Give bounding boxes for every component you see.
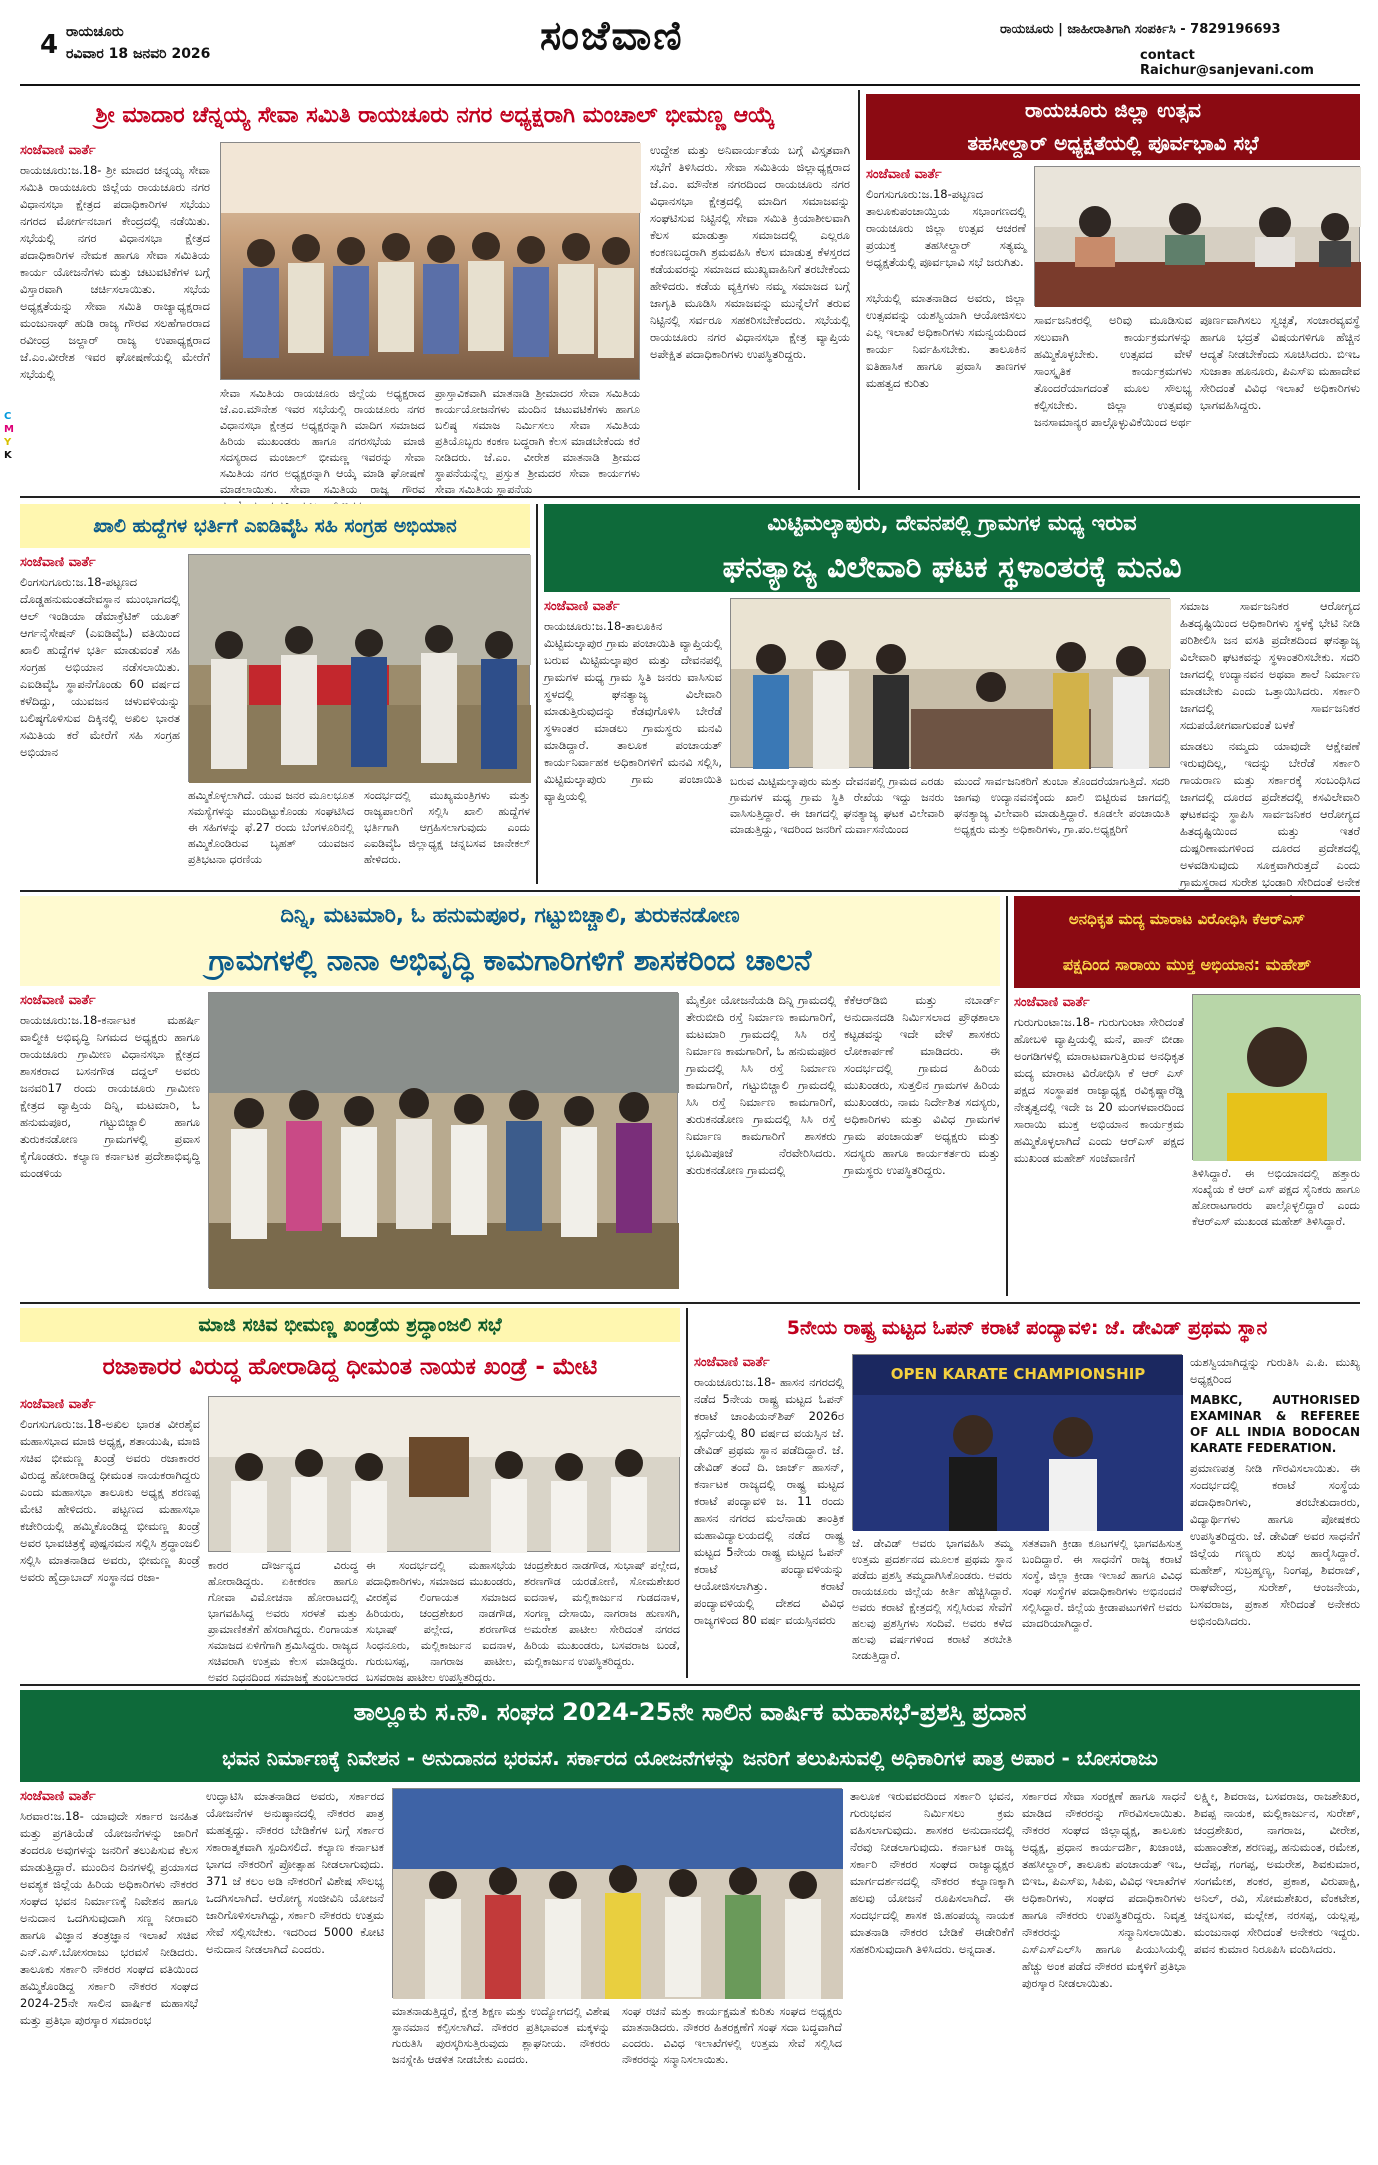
contact-email: contact Raichur@sanjevani.com — [1140, 48, 1314, 78]
article-text-col4: ತಾಲೂಕ ಇರುವವರದಿಂದ ಸರ್ಕಾರಿ ಭವನ, ಗುರುಭವನ ನಿರ್ಮಿಸಲು ಕ್ರಮ ವಹಿಸಲಾಗುವುದು. ಶಾಸಕರ ಅನುದಾನದಲ್ಲಿ ನೆರವು ನೀಡಲಾಗುವುದು. ಕರ್ನಾಟಕ ರಾಜ್ಯ ಸರ್ಕಾರಿ ನೌಕರರ ಸಂಘದ ರಾಜ್ಯಾಧ್ಯಕ್ಷರ ಮಾರ್ಗದರ್ಶನದಲ್ಲಿ ನೌಕರರ ಕಲ್ಯಾಣಕ್ಕಾಗಿ ಹಲವು ಯೋಜನೆ ರೂಪಿಸಲಾಗಿದೆ. ಈ ಸಂದರ್ಭದಲ್ಲಿ ಶಾಸಕ ಜಿ.ಹಂಪಯ್ಯ ನಾಯಕ ಮಾತನಾಡಿ ನೌಕರರ ಬೇಡಿಕೆ ಈಡೇರಿಕೆಗೆ ಸಹಕರಿಸುವುದಾಗಿ ತಿಳಿಸಿದರು. ಅನ್ನದಾತ. — [850, 1789, 1014, 1956]
photo-caption-1: ಕಾರರ ದೌರ್ಜನ್ಯದ ವಿರುದ್ಧ ಹೋರಾಡಿದ್ದರು. ಏಕೀಕರಣ ಹಾಗೂ ಗೋವಾ ವಿಮೋಚನಾ ಹೋರಾಟದಲ್ಲಿ ಭಾಗವಹಿಸಿದ್ದ ಅವರು ಸರಳತೆ ಮತ್ತು ಪ್ರಾಮಾಣಿಕತೆಗೆ ಹೆಸರಾಗಿದ್ದರು. ಲಿಂಗಾಯತ ಸಮಾಜದ ಏಳಿಗೆಗಾಗಿ ಶ್ರಮಿಸಿದ್ದರು. ರಾಜ್ಯದ ಸಚಿವರಾಗಿ ಉತ್ತಮ ಕೆಲಸ ಮಾಡಿದ್ದರು. ಅವರ ನಿಧನದಿಂದ ಸಮಾಜಕ್ಕೆ ತುಂಬಲಾರದ — [208, 1559, 358, 1684]
felicitation-photo-icon — [393, 1789, 843, 1999]
article-dinni — [20, 896, 1000, 1296]
photo-memorandum — [730, 598, 1170, 768]
article-text-col2: ಸಾರ್ವಜನಿಕರಲ್ಲಿ ಅರಿವು ಮೂಡಿಸುವ ಸಲುವಾಗಿ ಕಾರ್ಯಕ್ರಮಗಳನ್ನು ಹಮ್ಮಿಕೊಳ್ಳಬೇಕು. ಉತ್ಸವದ ವೇಳೆ ಸಾಂಸ್ಕೃತಿಕ ಕಾರ್ಯಕ್ರಮಗಳು ತೊಂದರೆಯಾಗದಂತೆ ಮೂಲ ಸೌಲಭ್ಯ ಕಲ್ಪಿಸಬೇಕು. ಜಿಲ್ಲಾ ಉತ್ಸವವು ಜನಸಾಮಾನ್ಯರ ಪಾಲ್ಗೊಳ್ಳುವಿಕೆಯಿಂದ ಅರ್ಥ — [1034, 313, 1192, 429]
divider — [20, 1302, 1360, 1304]
masthead — [20, 8, 1360, 86]
article-mittimalkapura — [544, 504, 1360, 889]
photo-madara-group — [220, 142, 640, 380]
headline-2: ತಹಸೀಲ್ದಾರ್ ಅಧ್ಯಕ್ಷತೆಯಲ್ಲಿ ಪೂರ್ವಭಾವಿ ಸಭೆ — [866, 126, 1360, 160]
headline-2: ರಜಾಕಾರರ ವಿರುದ್ಧ ಹೋರಾಡಿದ್ದ ಧೀಮಂತ ನಾಯಕ ಖಂಡ್ರೆ - ಮೇಟಿ — [102, 1354, 598, 1380]
photo-mahesh — [1192, 994, 1360, 1160]
article-madara — [20, 90, 850, 496]
byline: ಸಂಜೆವಾಣಿ ವಾರ್ತೆ — [20, 555, 96, 570]
headline-1: ಮಿಟ್ಟಿಮಲ್ಕಾಪುರು, ದೇವನಪಲ್ಲಿ ಗ್ರಾಮಗಳ ಮಧ್ಯ ಇರುವ — [544, 504, 1360, 542]
headline: ಶ್ರೀ ಮಾದಾರ ಚೆನ್ನಯ್ಯ ಸೇವಾ ಸಮಿತಿ ರಾಯಚೂರು ನಗರ ಅಧ್ಯಕ್ಷರಾಗಿ ಮಂಚಾಲ್ ಭೀಮಣ್ಣ ಆಯ್ಕೆ — [95, 102, 775, 128]
headline-1: ರಾಯಚೂರು ಜಿಲ್ಲಾ ಉತ್ಸವ — [866, 94, 1360, 126]
byline: ಸಂಜೆವಾಣಿ ವಾರ್ತೆ — [20, 993, 96, 1008]
portrait-icon — [1193, 995, 1361, 1161]
ad-contact: ರಾಯಚೂರು | ಜಾಹೀರಾತಿಗಾಗಿ ಸಂಪರ್ಕಿಸಿ - 7829196693 — [1000, 22, 1281, 37]
headline-1: ದಿನ್ನಿ, ಮಟಮಾರಿ, ಓ ಹನುಮಪೂರ, ಗಟ್ಟುಬಿಚ್ಚಾಲಿ, ತುರುಕನಡೋಣ — [20, 896, 1000, 934]
article-text-col2: ಮೈಕ್ರೋ ಯೋಜನೆಯಡಿ ದಿನ್ನಿ ಗ್ರಾಮದಲ್ಲಿ ತೇರುಬೀದಿ ರಸ್ತೆ ನಿರ್ಮಾಣ ಕಾಮಗಾರಿಗೆ, ಮಟಮಾರಿ ಗ್ರಾಮದಲ್ಲಿ ಸಿಸಿ ರಸ್ತೆ ನಿರ್ಮಾಣ ಕಾಮಗಾರಿಗೆ, ಓ ಹನುಮಪೂರ ಗ್ರಾಮದಲ್ಲಿ ಸಿಸಿ ರಸ್ತೆ ನಿರ್ಮಾಣ ಕಾಮಗಾರಿಗೆ, ಗಟ್ಟುಬಿಚ್ಚಾಲಿ ಗ್ರಾಮದಲ್ಲಿ ಸಿಸಿ ರಸ್ತೆ ನಿರ್ಮಾಣ ಕಾಮಗಾರಿಗೆ, ತುರುಕನಡೋಣ ಗ್ರಾಮದಲ್ಲಿ ಸಿಸಿ ರಸ್ತೆ ನಿರ್ಮಾಣ ಕಾಮಗಾರಿಗೆ ಶಾಸಕರು ಭೂಮಿಪೂಜೆ ನೆರವೇರಿಸಿದರು. ತುರುಕನಡೋಣ ಗ್ರಾಮದಲ್ಲಿ — [686, 993, 836, 1177]
photo-felicitation — [392, 1788, 842, 1998]
divider — [1006, 896, 1008, 1296]
lead-text: ಸಂಜೆವಾಣಿ ವಾರ್ತೆ ಲಿಂಗಸುಗೂರು:ಜ.18-ಪಟ್ಟಣದ ತಾಲೂಕುಪಂಚಾಯ್ತಿಯ ಸಭಾಂಗಣದಲ್ಲಿ ರಾಯಚೂರು ಜಿಲ್ಲಾ ಉತ್ಸವ ಆಚರಣೆ ಪ್ರಯುಕ್ತ ತಹಸೀಲ್ದಾರ್ ಸತ್ಯಮ್ಮ ಅಧ್ಯಕ್ಷತೆಯಲ್ಲಿ ಪೂರ್ವಭಾವಿ ಸಭೆ ಜರುಗಿತು. — [866, 167, 1026, 269]
headline-2: ಭವನ ನಿರ್ಮಾಣಕ್ಕೆ ನಿವೇಶನ - ಅನುದಾನದ ಭರವಸೆ. ಸರ್ಕಾರದ ಯೋಜನೆಗಳನ್ನು ಜನರಿಗೆ ತಲುಪಿಸುವಲ್ಲಿ ಅಧಿಕಾರಿಗಳ ಪಾತ್ರ ಅಪಾರ - ಬೋಸರಾಜು — [20, 1734, 1360, 1782]
article-khandre — [20, 1308, 680, 1684]
article-text-col4: ಸಮಾಜ ಸಾರ್ವಜನಿಕರ ಆರೋಗ್ಯದ ಹಿತದೃಷ್ಟಿಯಿಂದ ಅಧಿಕಾರಿಗಳು ಸ್ಥಳಕ್ಕೆ ಭೇಟಿ ನೀಡಿ ಪರಿಶೀಲಿಸಿ ಜನ ವಸತಿ ಪ್ರದೇಶದಿಂದ ಘನತ್ಯಾಜ್ಯ ವಿಲೇವಾರಿ ಘಟಕವನ್ನು ಸ್ಥಳಾಂತರಿಸಬೇಕು. ಸದರಿ ಜಾಗದಲ್ಲಿ ಉದ್ಯಾನವನ ಅಥವಾ ಶಾಲೆ ನಿರ್ಮಾಣ ಮಾಡಬೇಕು ಎಂದು ಒತ್ತಾಯಿಸಿದರು. ಸರ್ಕಾರಿ ಜಾಗದಲ್ಲಿ ಸಾರ್ವಜನಿಕರ ಸದುಪಯೋಗವಾಗುವಂತೆ ಬಳಕೆ ಮಾಡಲು ನಮ್ಮದು ಯಾವುದೇ ಆಕ್ಷೇಪಣೆ ಇರುವುದಿಲ್ಲ, ಇದನ್ನು ಬೇರೆಡೆ ಸರ್ಕಾರಿ ಗಾಯರಾಣ ಮತ್ತು ಸರ್ಕಾರಕ್ಕೆ ಸಂಬಂಧಿಸಿದ ಜಾಗದಲ್ಲಿ ದೂರದ ಪ್ರದೇಶದಲ್ಲಿ ಕಸವಿಲೇವಾರಿ ಘಟಕವನ್ನು ಸ್ಥಾಪಿಸಿ ಸಾರ್ವಜನಿಕರ ಆರೋಗ್ಯದ ಹಿತದೃಷ್ಟಿಯಿಂದ ಮತ್ತು ಇತರೆ ದುಷ್ಪರಿಣಾಮಗಳಿಂದ ದೂರದ ಪ್ರದೇಶದಲ್ಲಿ ಅಳವಡಿಸುವುದು ಸೂಕ್ತವಾಗಿರುತ್ತದೆ ಎಂದು ಗ್ರಾಮಸ್ಥರಾದ ಸುರೇಶ ಭಂಡಾರಿ ಸೇರಿದಂತೆ ಅನೇಕ — [1180, 599, 1360, 889]
article-krs — [1014, 896, 1360, 1296]
byline: ಸಂಜೆವಾಣಿ ವಾರ್ತೆ — [20, 1397, 96, 1412]
photo-caption-3: ಚಂದ್ರಶೇಖರ ನಾಡಗೌಡ, ಸುಭಾಷ್ ಪಲ್ಲೇದ, ಶರಣಗೌಡ ಯರಡೋಣಿ, ಸೋಮಶೇಖರ ಐದನಾಳ, ಮಲ್ಲಿಕಾರ್ಜುನ ಗುಡದನಾಳ, ಸಂಗಣ್ಣ ದೇಸಾಯಿ, ನಾಗರಾಜ ಹುಣಸಗಿ, ಅಮರೇಶ ಪಾಟೀಲ ಸೇರಿದಂತೆ ನಗರದ ಹಿರಿಯ ಮುಖಂಡರು, ಬಸವರಾಜ ಬಂಡೆ, ಮಲ್ಲಿಕಾರ್ಜುನ ಉಪಸ್ಥಿತರಿದ್ದರು. — [524, 1559, 680, 1668]
divider — [20, 496, 1360, 498]
byline: ಸಂಜೆವಾಣಿ ವಾರ್ತೆ — [866, 167, 942, 182]
article-text-col1: ಸಂಜೆವಾಣಿ ವಾರ್ತೆ ರಾಯಚೂರು:ಜ.18-ಕರ್ನಾಟಕ ಮಹರ್ಷಿ ವಾಲ್ಮೀಕಿ ಅಭಿವೃದ್ಧಿ ನಿಗಮದ ಅಧ್ಯಕ್ಷರು ಹಾಗೂ ರಾಯಚೂರು ಗ್ರಾಮೀಣ ವಿಧಾನಸಭಾ ಕ್ಷೇತ್ರದ ಶಾಸಕರಾದ ಬಸನಗೌಡ ದದ್ದಲ್ ಅವರು ಜನವರಿ17 ರಂದು ರಾಯಚೂರು ಗ್ರಾಮೀಣ ಕ್ಷೇತ್ರದ ವ್ಯಾಪ್ತಿಯ ದಿನ್ನಿ, ಮಟಮಾರಿ, ಓ ಹನುಮಪೂರ, ಗಟ್ಟುಬಿಚ್ಚಾಲಿ ಹಾಗೂ ತುರುಕನಡೋಣ ಗ್ರಾಮಗಳಲ್ಲಿ ಪ್ರವಾಸ ಕೈಗೊಂಡರು. ಕಲ್ಯಾಣ ಕರ್ನಾಟಕ ಪ್ರದೇಶಾಭಿವೃದ್ಧಿ ಮಂಡಳಿಯ — [20, 993, 200, 1180]
headline-1: ಅನಧಿಕೃತ ಮದ್ಯ ಮಾರಾಟ ವಿರೋಧಿಸಿ ಕೆಆರ್‌ಎಸ್ — [1014, 896, 1360, 942]
photo-banner-text: OPEN KARATE CHAMPIONSHIP — [890, 1365, 1146, 1383]
byline: ಸಂಜೆವಾಣಿ ವಾರ್ತೆ — [544, 599, 620, 614]
article-karate — [694, 1308, 1360, 1678]
photo-caption-2: ಸತತವಾಗಿ ಕ್ರೀಡಾ ಕೂಟಗಳಲ್ಲಿ ಭಾಗವಹಿಸುತ್ತ ಬಂದಿದ್ದಾರೆ. ಈ ಸಾಧನೆಗೆ ರಾಜ್ಯ ಕರಾಟೆ ಸಂಸ್ಥೆ, ಜಿಲ್ಲಾ ಕ್ರೀಡಾ ಇಲಾಖೆ ಹಾಗೂ ವಿವಿಧ ಸಂಘ ಸಂಸ್ಥೆಗಳ ಪದಾಧಿಕಾರಿಗಳು ಅಭಿನಂದನೆ ಸಲ್ಲಿಸಿದ್ದಾರೆ. ಜಿಲ್ಲೆಯ ಕ್ರೀಡಾಪಟುಗಳಿಗೆ ಅವರು ಮಾದರಿಯಾಗಿದ್ದಾರೆ. — [1022, 1537, 1182, 1630]
photo-bhoomi-pooja — [208, 992, 678, 1288]
photo-signature-campaign — [188, 554, 530, 782]
edition-date: ರವಿವಾರ 18 ಜನವರಿ 2026 — [66, 46, 211, 62]
divider — [686, 1308, 688, 1678]
certification-text: MABKC, AUTHORISED EXAMINAR & REFEREE OF ALL INDIA BODOCAN KARATE FEDERATION. — [1190, 1393, 1360, 1455]
photo-caption-2: ಸಂಘ ರಚನೆ ಮತ್ತು ಕಾರ್ಯಕ್ಷಮತೆ ಕುರಿತು ಸಂಘದ ಅಧ್ಯಕ್ಷರು ಮಾತನಾಡಿದರು. ನೌಕರರ ಹಿತರಕ್ಷಣೆಗೆ ಸಂಘ ಸದಾ ಬದ್ಧವಾಗಿದೆ ಎಂದರು. ವಿವಿಧ ಇಲಾಖೆಗಳಲ್ಲಿ ಉತ್ತಮ ಸೇವೆ ಸಲ್ಲಿಸಿದ ನೌಕರರನ್ನು ಸನ್ಮಾನಿಸಲಾಯಿತು. — [622, 2005, 842, 2066]
section-name: ರಾಯಚೂರು — [66, 24, 124, 40]
photo-karate-award — [852, 1354, 1182, 1530]
article-text-col3: ಸಮಾಜ ಸಾರ್ವಜನಿಕರ ಆರೋಗ್ಯದ ಹಿತದೃಷ್ಟಿಯಿಂದ ಅಧಿಕಾರಿಗಳು ಸ್ಥಳಕ್ಕೆ ಭೇಟಿ ನೀಡಿ ಪರಿಶೀಲಿಸಿ ಜನ ವಸತಿ ಪ್ರದೇಶದಿಂದ ಘನತ್ಯಾಜ್ಯ ವಿಲೇವಾರಿ ಘಟಕವನ್ನು ಸ್ಥಳಾಂತರಿಸಬೇಕು. ಸದರಿ ಜಾಗದಲ್ಲಿ ಉದ್ಯಾನವನ ಅಥವಾ ಶಾಲೆ ನಿರ್ಮಾಣ ಮಾಡಬೇಕು ಎಂದು ಒತ್ತಾಯಿಸಿದರು. ಸರ್ಕಾರಿ ಜಾಗದಲ್ಲಿ ಸಾರ್ವಜನಿಕರ ಸದುಪಯೋಗವಾಗುವಂತೆ ಬಳಕೆ — [1180, 599, 1360, 732]
article-employees-association — [20, 1690, 1360, 2150]
divider — [20, 1684, 1360, 1686]
headline-2: ಗ್ರಾಮಗಳಲ್ಲಿ ನಾನಾ ಅಭಿವೃದ್ಧಿ ಕಾಮಗಾರಿಗಳಿಗೆ ಶಾಸಕರಿಂದ ಚಾಲನೆ — [20, 934, 1000, 986]
article-text-col1: ಸಂಜೆವಾಣಿ ವಾರ್ತೆ ರಾಯಚೂರು:ಜ.18- ಹಾಸನ ನಗರದಲ್ಲಿ ನಡೆದ 5ನೇಯ ರಾಷ್ಟ್ರ ಮಟ್ಟದ ಓಪನ್ ಕರಾಟೆ ಚಾಂಪಿಯನ್‌ಶಿಪ್ 2026ರ ಸ್ಪರ್ಧೆಯಲ್ಲಿ 80 ವರ್ಷದ ವಯಸ್ಸಿನ ಜೆ. ಡೇವಿಡ್ ಪ್ರಥಮ ಸ್ಥಾನ ಪಡೆದಿದ್ದಾರೆ. ಜೆ. ಡೇವಿಡ್ ತಂದೆ ದಿ. ಜಾರ್ಜ್ ಹಾಸನ್, ಕರ್ನಾಟಕ ರಾಜ್ಯದಲ್ಲಿ ರಾಷ್ಟ್ರ ಮಟ್ಟದ ಕರಾಟೆ ಪಂದ್ಯಾವಳಿ ಜ. 11 ರಂದು ಹಾಸನ ನಗರದ ಮಲೆನಾಡು ತಾಂತ್ರಿಕ ಮಹಾವಿದ್ಯಾಲಯದಲ್ಲಿ ನಡೆದ ರಾಷ್ಟ್ರ ಮಟ್ಟದ 5ನೇಯ ರಾಷ್ಟ್ರ ಮಟ್ಟದ ಓಪನ್ ಕರಾಟೆ ಪಂದ್ಯಾವಳಿಯನ್ನು ಆಯೋಜಿಸಲಾಗಿತ್ತು. ಕರಾಟೆ ಪಂದ್ಯಾವಳಿಯಲ್ಲಿ ದೇಶದ ವಿವಿಧ ರಾಜ್ಯಗಳಿಂದ 80 ವರ್ಷ ವಯಸ್ಸಿನವರು — [694, 1355, 844, 1627]
headline: 5ನೇಯ ರಾಷ್ಟ್ರ ಮಟ್ಟದ ಓಪನ್ ಕರಾಟೆ ಪಂದ್ಯಾವಳಿ: ಜೆ. ಡೇವಿಡ್ ಪ್ರಥಮ ಸ್ಥಾನ — [786, 1317, 1268, 1339]
headline-1: ಮಾಜಿ ಸಚಿವ ಭೀಮಣ್ಣ ಖಂಡ್ರೆಯ ಶ್ರದ್ಧಾಂಜಲಿ ಸಭೆ — [20, 1308, 680, 1342]
divider — [858, 90, 860, 490]
headline-2: ಘನತ್ಯಾಜ್ಯ ವಿಲೇವಾರಿ ಘಟಕ ಸ್ಥಳಾಂತರಕ್ಕೆ ಮನವಿ — [544, 542, 1360, 592]
photo-caption-1: ಸೇವಾ ಸಮಿತಿಯ ರಾಯಚೂರು ಜಿಲ್ಲೆಯ ಅಧ್ಯಕ್ಷರಾದ ಜೆ.ಎಂ.ಮೌನೇಶ ಇವರ ಸಭೆಯಲ್ಲಿ ರಾಯಚೂರು ನಗರ ವಿಧಾನಸಭಾ ಕ್ಷೇತ್ರದ ಅಧ್ಯಕ್ಷರನ್ನಾಗಿ ಮಾದಿಗ ಸಮಾಜದ ಹಿರಿಯ ಮುಖಂಡರು ಹಾಗೂ ನಗರಸಭೆಯ ಮಾಜಿ ಸದಸ್ಯರಾದ ಮಂಚಾಲ್ ಭೀಮಣ್ಣ ಇವರನ್ನು ಸೇವಾ ಸಮಿತಿಯ ನಗರ ಅಧ್ಯಕ್ಷರನ್ನಾಗಿ ಆಯ್ಕೆ ಮಾಡಿ ಘೋಷಣೆ ಮಾಡಲಾಯಿತು. ಸೇವಾ ಸಮಿತಿಯ ರಾಜ್ಯ ಗೌರವ — [220, 387, 425, 496]
divider — [536, 504, 538, 884]
photo-caption-2: ಈ ಸಂದರ್ಭದಲ್ಲಿ ಮಹಾಸಭೆಯ ಪದಾಧಿಕಾರಿಗಳು, ಸಮಾಜದ ಮುಖಂಡರು, ವೀರಶೈವ ಲಿಂಗಾಯತ ಸಮಾಜದ ಹಿರಿಯರು, ಚಂದ್ರಶೇಖರ ನಾಡಗೌಡ, ಸುಭಾಷ್ ಪಲ್ಲೇದ, ಶರಣಗೌಡ ಸಿಂಧನೂರು, ಮಲ್ಲಿಕಾರ್ಜುನ ಐದನಾಳ, ಗುರುಬಸಪ್ಪ, ನಾಗರಾಜ ಪಾಟೀಲ, ಬಸವರಾಜ ಪಾಟೀಲ ಉಪಸ್ಥಿತರಿದ್ದರು. — [366, 1559, 516, 1684]
meeting-photo-icon — [1035, 167, 1361, 307]
bhoomi-pooja-photo-icon — [209, 993, 679, 1289]
article-text-col1: ಸಂಜೆವಾಣಿ ವಾರ್ತೆ ಸಿರವಾರ:ಜ.18- ಯಾವುದೇ ಸರ್ಕಾರ ಜನಹಿತ ಮತ್ತು ಪ್ರಗತಿಯೆಡೆ ಯೋಜನೆಗಳನ್ನು ಜಾರಿಗೆ ತಂದರೂ ಅವುಗಳನ್ನು ಜನರಿಗೆ ತಲುಪಿಸುವ ಕೆಲಸ ಮಾಡುತ್ತಿದ್ದಾರೆ. ಮುಂದಿನ ದಿನಗಳಲ್ಲಿ ಪ್ರಯಾಸದ ಅವಶ್ಯಕ ಜಿಲ್ಲೆಯ ಹಿರಿಯ ಅಧಿಕಾರಿಗಳು ನೌಕರರ ಸಂಘದ ಭವನ ನಿರ್ಮಾಣಕ್ಕೆ ನಿವೇಶನ ಹಾಗೂ ಅನುದಾನ ಒದಗಿಸುವುದಾಗಿ ಸಣ್ಣ ನೀರಾವರಿ ಹಾಗೂ ವಿಜ್ಞಾನ ತಂತ್ರಜ್ಞಾನ ಇಲಾಖೆ ಸಚಿವ ಎನ್.ಎಸ್.ಬೋಸರಾಜು ಭರವಸೆ ನೀಡಿದರು. ತಾಲೂಕು ಸರ್ಕಾರಿ ನೌಕರರ ಸಂಘದ ವತಿಯಿಂದ ಹಮ್ಮಿಕೊಂಡಿದ್ದ ಸರ್ಕಾರಿ ನೌಕರರ ಸಂಘದ 2024-25ನೇ ಸಾಲಿನ ವಾರ್ಷಿಕ ಮಹಾಸಭೆ ಮತ್ತು ಪ್ರತಿಭಾ ಪುರಸ್ಕಾರ ಸಮಾರಂಭ — [20, 1789, 198, 2027]
photo-caption: ತಿಳಿಸಿದ್ದಾರೆ. ಈ ಅಭಿಯಾನದಲ್ಲಿ ಹತ್ತಾರು ಸಂಖ್ಯೆಯ ಕೆ ಆರ್ ಎಸ್ ಪಕ್ಷದ ಸೈನಿಕರು ಹಾಗೂ ಹೋರಾಟಗಾರರು ಪಾಲ್ಗೊಳ್ಳಲಿದ್ದಾರೆ ಎಂದು ಕೆಆರ್‌ಎಸ್ ಮುಖಂಡ ಮಹೇಶ್ ತಿಳಿಸಿದ್ದಾರೆ. — [1192, 1167, 1360, 1228]
tribute-photo-icon — [209, 1397, 681, 1553]
article-text-col2: ಉದ್ಘಾಟಿಸಿ ಮಾತನಾಡಿದ ಅವರು, ಸರ್ಕಾರದ ಯೋಜನೆಗಳ ಅನುಷ್ಠಾನದಲ್ಲಿ ನೌಕರರ ಪಾತ್ರ ಮಹತ್ವದ್ದು. ನೌಕರರ ಬೇಡಿಕೆಗಳ ಬಗ್ಗೆ ಸರ್ಕಾರ ಸಕಾರಾತ್ಮಕವಾಗಿ ಸ್ಪಂದಿಸಲಿದೆ. ಕಲ್ಯಾಣ ಕರ್ನಾಟಕ ಭಾಗದ ನೌಕರರಿಗೆ ಪ್ರೋತ್ಸಾಹ ನೀಡಲಾಗುವುದು. 371 ಜೆ ಕಲಂ ಅಡಿ ನೌಕರರಿಗೆ ವಿಶೇಷ ಸೌಲಭ್ಯ ಒದಗಿಸಲಾಗಿದೆ. ಆರೋಗ್ಯ ಸಂಜೀವಿನಿ ಯೋಜನೆ ಜಾರಿಗೊಳಿಸಲಾಗಿದ್ದು, ಸರ್ಕಾರಿ ನೌಕರರು ಉತ್ತಮ ಸೇವೆ ಸಲ್ಲಿಸಬೇಕು. ಇದರಿಂದ 5000 ಕೋಟಿ ಅನುದಾನ ನೀಡಲಾಗಿದೆ ಎಂದರು. — [206, 1789, 384, 1956]
article-text-col3: ಪೂರ್ಣವಾಗಿಸಲು ಸ್ವಚ್ಛತೆ, ಸಂಚಾರವ್ಯವಸ್ಥೆ ಹಾಗೂ ಭದ್ರತೆ ವಿಷಯಗಳಿಗೂ ಹೆಚ್ಚಿನ ಆದ್ಯತೆ ನೀಡಬೇಕೆಂದು ಸೂಚಿಸಿದರು. ಬಿಇಒ ಸುಜಾತಾ ಹೂನೂರು, ಪಿಎಸ್ಐ ಮಹಾದೇವ ಸೇರಿದಂತೆ ವಿವಿಧ ಇಲಾಖೆ ಅಧಿಕಾರಿಗಳು ಭಾಗವಹಿಸಿದ್ದರು. — [1200, 313, 1360, 412]
photo-caption-1: ಜೆ. ಡೇವಿಡ್ ಅವರು ಭಾಗವಹಿಸಿ ತಮ್ಮ ಉತ್ತಮ ಪ್ರದರ್ಶನದ ಮೂಲಕ ಪ್ರಥಮ ಸ್ಥಾನ ಪಡೆದು ಪ್ರಶಸ್ತಿ ತಮ್ಮದಾಗಿಸಿಕೊಂಡರು. ಅವರು ರಾಯಚೂರು ಜಿಲ್ಲೆಯ ಕೀರ್ತಿ ಹೆಚ್ಚಿಸಿದ್ದಾರೆ. ಅವರು ಕರಾಟೆ ಕ್ಷೇತ್ರದಲ್ಲಿ ಸಲ್ಲಿಸಿರುವ ಸೇವೆಗೆ ಹಲವು ಪ್ರಶಸ್ತಿಗಳು ಸಂದಿವೆ. ಅವರು ಕಳೆದ ಹಲವು ವರ್ಷಗಳಿಂದ ಕರಾಟೆ ತರಬೇತಿ ನೀಡುತ್ತಿದ್ದಾರೆ. — [852, 1537, 1012, 1662]
photo-caption-1: ಹಮ್ಮಿಕೊಳ್ಳಲಾಗಿದೆ. ಯುವ ಜನರ ಮೂಲಭೂತ ಸಮಸ್ಯೆಗಳನ್ನು ಮುಂದಿಟ್ಟುಕೊಂಡು ಸಂಘಟಿಸಿದ ಈ ಸಹಿಗಳನ್ನು ಫೆ.27 ರಂದು ಬೆಂಗಳೂರಿನಲ್ಲಿ ಹಮ್ಮಿಕೊಂಡಿರುವ ಬೃಹತ್ ಯುವಜನ ಪ್ರತಿಭಟನಾ ಧರಣಿಯ — [188, 789, 354, 866]
article-utsava — [866, 90, 1360, 490]
article-text-col3: ಕೆಕೆಆರ್‌ಡಿಬಿ ಮತ್ತು ನಬಾರ್ಡ್ ಅನುದಾನದಡಿ ನಿರ್ಮಿಸಲಾದ ಪ್ರೌಢಶಾಲಾ ಕಟ್ಟಡವನ್ನು ಇದೇ ವೇಳೆ ಶಾಸಕರು ಲೋಕಾರ್ಪಣೆ ಮಾಡಿದರು. ಈ ಸಂದರ್ಭದಲ್ಲಿ ಗ್ರಾಮದ ಹಿರಿಯ ಮುಖಂಡರು, ಸುತ್ತಲಿನ ಗ್ರಾಮಗಳ ಹಿರಿಯ ಮುಖಂಡರು, ನಾಮ ನಿರ್ದೇಶಿತ ಸದಸ್ಯರು, ಅಧಿಕಾರಿಗಳು ಮತ್ತು ವಿವಿಧ ಗ್ರಾಮಗಳ ಗ್ರಾಮ ಪಂಚಾಯತ್ ಅಧ್ಯಕ್ಷರು ಮತ್ತು ಸದಸ್ಯರು ಹಾಗೂ ಕಾರ್ಯಕರ್ತರು ಮತ್ತು ಗ್ರಾಮಸ್ಥರು ಉಪಸ್ಥಿತರಿದ್ದರು. — [844, 993, 1000, 1177]
article-text-col4: ಯಶಸ್ವಿಯಾಗಿದ್ದನ್ನು ಗುರುತಿಸಿ ಎ.ಪಿ. ಮುಖ್ಯ ಅಧ್ಯಕ್ಷರಿಂದ MABKC, AUTHORISED EXAMINAR & REFEREE OF ALL INDIA BODOCAN KARATE FEDERATION. ಪ್ರಮಾಣಪತ್ರ ನೀಡಿ ಗೌರವಿಸಲಾಯಿತು. ಈ ಸಂದರ್ಭದಲ್ಲಿ ಕರಾಟೆ ಸಂಸ್ಥೆಯ ಪದಾಧಿಕಾರಿಗಳು, ತರಬೇತುದಾರರು, ವಿದ್ಯಾರ್ಥಿಗಳು ಹಾಗೂ ಪೋಷಕರು ಉಪಸ್ಥಿತರಿದ್ದರು. ಜೆ. ಡೇವಿಡ್ ಅವರ ಸಾಧನೆಗೆ ಜಿಲ್ಲೆಯ ಗಣ್ಯರು ಶುಭ ಹಾರೈಸಿದ್ದಾರೆ. ಮಹೇಶ್, ಸುಬ್ರಹ್ಮಣ್ಯ, ನಿಂಗಪ್ಪ, ಶಿವರಾಜ್, ರಾಘವೇಂದ್ರ, ಸುರೇಶ್, ಆಂಜನೇಯ, ಬಸವರಾಜ, ಪ್ರಕಾಶ ಸೇರಿದಂತೆ ಅನೇಕರು ಅಭಿನಂದಿಸಿದರು. — [1190, 1355, 1360, 1628]
article-text-col1: ಸಂಜೆವಾಣಿ ವಾರ್ತೆ ರಾಯಚೂರು:ಜ.18-ತಾಲೂಕಿನ ಮಿಟ್ಟಿಮಲ್ಕಾಪುರ ಗ್ರಾಮ ಪಂಚಾಯಿತಿ ವ್ಯಾಪ್ತಿಯಲ್ಲಿ ಬರುವ ಮಿಟ್ಟಿಮಲ್ಕಾಪುರ ಮತ್ತು ದೇವನಪಲ್ಲಿ ಗ್ರಾಮಗಳ ಮಧ್ಯ ಗ್ರಾಮ ಸ್ಥಿತಿ ಜನರು ವಾಸಿಸುವ ಸ್ಥಳದಲ್ಲಿ ಘನತ್ಯಾಜ್ಯ ವಿಲೇವಾರಿ ಮಾಡುತ್ತಿರುವುದನ್ನು ಕೆಡವುಗೊಳಿಸಿ ಬೇರೆಡೆ ಸ್ಥಳಾಂತರ ಮಾಡಲು ಗ್ರಾಮಸ್ಥರು ಮನವಿ ಮಾಡಿದ್ದಾರೆ. ತಾಲೂಕ ಪಂಚಾಯತ್ ಕಾರ್ಯನಿರ್ವಾಹಕ ಅಧಿಕಾರಿಗಳಿಗೆ ಮನವಿ ಸಲ್ಲಿಸಿ, ಮಿಟ್ಟಿಮಲ್ಕಾಪುರು ಗ್ರಾಮ ಪಂಚಾಯಿತಿ ವ್ಯಾಪ್ತಿಯಲ್ಲಿ — [544, 599, 722, 803]
byline: ಸಂಜೆವಾಣಿ ವಾರ್ತೆ — [1014, 995, 1090, 1010]
article-text-col4: ಉದ್ದೇಶ ಮತ್ತು ಅನಿವಾರ್ಯತೆಯ ಬಗ್ಗೆ ವಿಸ್ತೃತವಾಗಿ ಸಭೆಗೆ ತಿಳಿಸಿದರು. ಸೇವಾ ಸಮಿತಿಯ ಜಿಲ್ಲಾಧ್ಯಕ್ಷರಾದ ಜೆ.ಎಂ. ಮೌನೇಶ ನಗರದಿಂದ ರಾಯಚೂರು ನಗರ ವಿಧಾನಸಭಾ ಕ್ಷೇತ್ರದಲ್ಲಿ ಮಾದಿಗ ಸಮಾಜವನ್ನು ಸಂಘಟಿಸುವ ನಿಟ್ಟಿನಲ್ಲಿ ಸೇವಾ ಸಮಿತಿ ಕ್ರಿಯಾಶೀಲವಾಗಿ ಕೆಲಸ ಮಾಡುತ್ತಾ ಸಮಾಜದಲ್ಲಿ ಎಲ್ಲರೂ ಕಂಕಣಬದ್ಧರಾಗಿ ಶ್ರಮವಹಿಸಿ ಕೆಲಸ ಮಾಡುತ್ತ ಕೆಳಸ್ತರದ ಕಡೆಯವರನ್ನು ಸಮಾಜದ ಮುಖ್ಯವಾಹಿನಿಗೆ ತರಬೇಕೆಂದು ಹೇಳಿದರು. ಕಡೆಯ ವ್ಯಕ್ತಿಗಳು ನಮ್ಮ ಸಮಾಜದ ಬಗ್ಗೆ ಜಾಗೃತಿ ಮೂಡಿಸಿ ಸಮಾಜವನ್ನು ಮುನ್ನೆಲೆಗೆ ತರುವ ನಿಟ್ಟಿನಲ್ಲಿ ಸರ್ವರೂ ಸಹಕರಿಸಬೇಕೆಂದರು. ಸಭೆಯಲ್ಲಿ ರಾಯಚೂರು ನಗರ ವಿಧಾನಸಭಾ ಕ್ಷೇತ್ರ ವ್ಯಾಪ್ತಿಯ ಅಪೇಕ್ಷಿತ ಪದಾಧಿಕಾರಿಗಳು ಉಪಸ್ಥಿತರಿದ್ದರು. — [650, 143, 850, 361]
photo-meeting — [1034, 166, 1360, 306]
photo-caption-1: ಬರುವ ಮಿಟ್ಟಿಮಲ್ಕಾಪುರು ಮತ್ತು ದೇವನಪಲ್ಲಿ ಗ್ರಾಮದ ಎರಡು ಗ್ರಾಮಗಳ ಮಧ್ಯ ಗ್ರಾಮ ಸ್ಥಿತಿ ರೇಖೆಯ ಇದ್ದು ಜನರು ವಾಸಿಸುತ್ತಿದ್ದಾರೆ. ಈ ಜಾಗದಲ್ಲಿ ಘನತ್ಯಾಜ್ಯ ಘಟಕ ವಿಲೇವಾರಿ ಮಾಡುತ್ತಿದ್ದು, ಇದರಿಂದ ಜನರಿಗೆ ದುರ್ವಾಸನೆಯಿಂದ — [730, 775, 944, 836]
article-text-col1: ಸಂಜೆವಾಣಿ ವಾರ್ತೆ ಗುರುಗುಂಟಾ:ಜ.18- ಗುರುಗುಂಟಾ ಸೇರಿದಂತೆ ಹೋಬಳಿ ವ್ಯಾಪ್ತಿಯಲ್ಲಿ ಮನೆ, ಪಾನ್ ಬೀಡಾ ಅಂಗಡಿಗಳಲ್ಲಿ ಮಾರಾಟವಾಗುತ್ತಿರುವ ಅನಧಿಕೃತ ಮದ್ಯ ಮಾರಾಟ ವಿರೋಧಿಸಿ ಕೆ ಆರ್ ಎಸ್ ಪಕ್ಷದ ಸಂಸ್ಥಾಪಕ ರಾಜ್ಯಾಧ್ಯಕ್ಷ ರವಿಕೃಷ್ಣಾರೆಡ್ಡಿ ನೇತೃತ್ವದಲ್ಲಿ ಇದೇ ಜ 20 ಮಂಗಳವಾರದಿಂದ ಸಾರಾಯಿ ಮುಕ್ತ ಅಭಿಯಾನ ಕಾರ್ಯಕ್ರಮ ಹಮ್ಮಿಕೊಳ್ಳಲಾಗಿದೆ ಎಂದು ಆರ್‌ಎಸ್ ಪಕ್ಷದ ಮುಖಂಡ ಮಹೇಶ್ ಸಂಜೆವಾಣಿಗೆ — [1014, 995, 1184, 1165]
page-number: 4 — [40, 30, 59, 60]
article-text-col1: ಸಂಜೆವಾಣಿ ವಾರ್ತೆ ರಾಯಚೂರು:ಜ.18- ಶ್ರೀ ಮಾದರ ಚನ್ನಯ್ಯ ಸೇವಾ ಸಮಿತಿ ರಾಯಚೂರು ಜಿಲ್ಲೆಯ ರಾಯಚೂರು ನಗರ ವಿಧಾನಸಭಾ ಕ್ಷೇತ್ರದ ಪದಾಧಿಕಾರಿಗಳ ಸಭೆಯು ನಗರದ ಮೋರ್ಗನಬಾಗ ಕೇಂದ್ರದಲ್ಲಿ ನಡೆಯಿತು. ಸಭೆಯಲ್ಲಿ ನಗರ ವಿಧಾನಸಭಾ ಕ್ಷೇತ್ರದ ಪದಾಧಿಕಾರಿಗಳ ನೇಮಕ ಹಾಗೂ ಸೇವಾ ಸಮಿತಿಯ ಕಾರ್ಯ ಯೋಜನೆಗಳು ಮತ್ತು ಚಟುವಟಿಕೆಗಳ ಬಗ್ಗೆ ವಿಸ್ತಾರವಾಗಿ ಚರ್ಚಿಸಲಾಯಿತು. ಸಭೆಯ ಅಧ್ಯಕ್ಷತೆಯನ್ನು ಸೇವಾ ಸಮಿತಿ ರಾಜ್ಯಾಧ್ಯಕ್ಷರಾದ ಮಂಜುನಾಥ್ ಹುಡಿ ರಾಜ್ಯ ಗೌರವ ಸಲಹೆಗಾರರಾದ ರವೀಂದ್ರ ಜಲ್ದಾರ್ ರಾಜ್ಯ ಉಪಾಧ್ಯಕ್ಷರಾದ ಜೆ.ಎಂ.ವೀರೇಶ ಇವರ ಘೋಷಣೆಯಲ್ಲಿ ಮೇರೆಗೆ ಸಭೆಯಲ್ಲಿ — [20, 143, 210, 381]
article-text-col6: ಲಕ್ಷ್ಮೀ, ಶಿವರಾಜ, ಬಸವರಾಜ, ರಾಜಶೇಖರ, ಶಿವಪ್ಪ ನಾಯಕ, ಮಲ್ಲಿಕಾರ್ಜುನ, ಸುರೇಶ್, ಚಂದ್ರಶೇಖರ, ನಾಗರಾಜ, ವೀರೇಶ, ಮಹಾಂತೇಶ, ಶರಣಪ್ಪ, ಹನುಮಂತ, ರಮೇಶ, ಆದೆಪ್ಪ, ಗಂಗಪ್ಪ, ಅಮರೇಶ, ಶಿವಕುಮಾರ, ಸಂಗಮೇಶ, ಶಂಕರ, ಪ್ರಕಾಶ, ವಿರುಪಾಕ್ಷಿ, ಅನಿಲ್, ರವಿ, ಸೋಮಶೇಖರ, ವೆಂಕಟೇಶ, ಚನ್ನಬಸವ, ಮಲ್ಲೇಶ, ನರಸಪ್ಪ, ಯಲ್ಲಪ್ಪ, ಮಂಜುನಾಥ ಸೇರಿದಂತೆ ಅನೇಕರು ಇದ್ದರು. ಪವನ ಕುಮಾರ ನಿರೂಪಿಸಿ ವಂದಿಸಿದರು. — [1194, 1789, 1360, 1956]
divider — [20, 890, 1360, 892]
group-photo-icon — [221, 143, 641, 381]
headline-2: ಪಕ್ಷದಿಂದ ಸಾರಾಯಿ ಮುಕ್ತ ಅಭಿಯಾನ: ಮಹೇಶ್ — [1014, 942, 1360, 988]
campaign-photo-icon — [189, 555, 531, 783]
article-text-col1: ಸಂಜೆವಾಣಿ ವಾರ್ತೆ ಲಿಂಗಸುಗೂರು:ಜ.18-ಪಟ್ಟಣದ ದೊಡ್ಡಹನುಮಂತದೇವಸ್ಥಾನ ಮುಂಭಾಗದಲ್ಲಿ ಆಲ್ ಇಂಡಿಯಾ ಡೆಮಾಕ್ರೆಟಿಕ್ ಯೂತ್ ಆರ್ಗನೈಸೇಷನ್ (ಎಐಡಿವೈಓ) ವತಿಯಿಂದ ಖಾಲಿ ಹುದ್ದೆಗಳ ಭರ್ತಿ ಮಾಡುವಂತೆ ಸಹಿ ಸಂಗ್ರಹ ಅಭಿಯಾನ ನಡೆಸಲಾಯಿತು. ಎಐಡಿವೈಓ ಸ್ಥಾಪನೆಗೊಂಡು 60 ವರ್ಷದ ಕಳೆದಿದ್ದು, ಯುವಜನ ಚಳುವಳಿಯನ್ನು ಬಲಿಷ್ಠಗೊಳಿಸುವ ದಿಕ್ಕಿನಲ್ಲಿ ಅಖಿಲ ಭಾರತ ಸಮಿತಿಯ ಕರೆ ಮೇರೆಗೆ ಸಹಿ ಸಂಗ್ರಹ ಅಭಿಯಾನ — [20, 555, 180, 759]
photo-caption-1: ಮಾತನಾಡುತ್ತಿದ್ದರೆ, ಕ್ಷೇತ್ರ ಶಿಕ್ಷಣ ಮತ್ತು ಉದ್ಯೋಗದಲ್ಲಿ ವಿಶೇಷ ಸ್ಥಾನಮಾನ ಕಲ್ಪಿಸಲಾಗಿದೆ. ನೌಕರರ ಪ್ರತಿಭಾವಂತ ಮಕ್ಕಳನ್ನು ಗುರುತಿಸಿ ಪುರಸ್ಕರಿಸುತ್ತಿರುವುದು ಶ್ಲಾಘನೀಯ. ನೌಕರರು ಜನಸ್ನೇಹಿ ಆಡಳಿತ ನೀಡಬೇಕು ಎಂದರು. — [392, 2005, 610, 2066]
article-aidyo — [20, 504, 530, 884]
byline: ಸಂಜೆವಾಣಿ ವಾರ್ತೆ — [20, 1789, 96, 1804]
article-text-col5: ಸರ್ಕಾರದ ಸೇವಾ ಸಂರಕ್ಷಣೆ ಹಾಗೂ ಸಾಧನೆ ಮಾಡಿದ ನೌಕರರನ್ನು ಗೌರವಿಸಲಾಯಿತು. ನೌಕರರ ಸಂಘದ ಜಿಲ್ಲಾಧ್ಯಕ್ಷ, ತಾಲೂಕು ಅಧ್ಯಕ್ಷ, ಪ್ರಧಾನ ಕಾರ್ಯದರ್ಶಿ, ಖಜಾಂಚಿ, ತಹಸೀಲ್ದಾರ್, ತಾಲೂಕು ಪಂಚಾಯತ್ ಇಒ, ಬಿಇಒ, ಪಿಎಸ್ಐ, ಸಿಪಿಐ, ವಿವಿಧ ಇಲಾಖೆಗಳ ಅಧಿಕಾರಿಗಳು, ಸಂಘದ ಪದಾಧಿಕಾರಿಗಳು ಹಾಗೂ ನೌಕರರು ಉಪಸ್ಥಿತರಿದ್ದರು. ನಿವೃತ್ತ ನೌಕರರನ್ನು ಸನ್ಮಾನಿಸಲಾಯಿತು. ಎಸ್ಎಸ್ಎಲ್‌ಸಿ ಹಾಗೂ ಪಿಯುಸಿಯಲ್ಲಿ ಹೆಚ್ಚು ಅಂಕ ಪಡೆದ ನೌಕರರ ಮಕ್ಕಳಿಗೆ ಪ್ರತಿಭಾ ಪುರಸ್ಕಾರ ನೀಡಲಾಯಿತು. — [1022, 1789, 1187, 1990]
photo-caption-2: ಮುಂದೆ ಸಾರ್ವಜನಿಕರಿಗೆ ತುಂಬಾ ತೊಂದರೆಯಾಗುತ್ತಿದೆ. ಸದರಿ ಜಾಗವು ಉದ್ಯಾನವನಕ್ಕೆಂದು ಖಾಲಿ ಬಿಟ್ಟಿರುವ ಜಾಗದಲ್ಲಿ ಘನತ್ಯಾಜ್ಯ ವಿಲೇವಾರಿ ಮಾಡುತ್ತಿದ್ದಾರೆ. ಕೂಡಲೇ ಪಂಚಾಯಿತಿ ಅಧ್ಯಕ್ಷರು ಮತ್ತು ಅಧಿಕಾರಿಗಳು, ಗ್ರಾ.ಪಂ.ಅಧ್ಯಕ್ಷರಿಗೆ — [954, 775, 1170, 836]
byline: ಸಂಜೆವಾಣಿ ವಾರ್ತೆ — [694, 1355, 770, 1370]
photo-caption-2: ಸಂದರ್ಭದಲ್ಲಿ ಮುಖ್ಯಮಂತ್ರಿಗಳು ಮತ್ತು ರಾಜ್ಯಪಾಲರಿಗೆ ಸಲ್ಲಿಸಿ ಖಾಲಿ ಹುದ್ದೆಗಳ ಭರ್ತಿಗಾಗಿ ಆಗ್ರಹಿಸಲಾಗುವುದು ಎಂದು ಎಐಡಿವೈಓ ಜಿಲ್ಲಾಧ್ಯಕ್ಷ ಚನ್ನಬಸವ ಜಾನೇಕಲ್ ಹೇಳಿದರು. — [364, 789, 530, 866]
headline: ಖಾಲಿ ಹುದ್ದೆಗಳ ಭರ್ತಿಗೆ ಎಐಡಿವೈಓ ಸಹಿ ಸಂಗ್ರಹ ಅಭಿಯಾನ — [20, 504, 530, 548]
article-text-col1: ಸಭೆಯಲ್ಲಿ ಮಾತನಾಡಿದ ಅವರು, ಜಿಲ್ಲಾ ಉತ್ಸವವನ್ನು ಯಶಸ್ವಿಯಾಗಿ ಆಯೋಜಿಸಲು ಎಲ್ಲ ಇಲಾಖೆ ಅಧಿಕಾರಿಗಳು ಸಮನ್ವಯದಿಂದ ಕಾರ್ಯ ನಿರ್ವಹಿಸಬೇಕು. ತಾಲೂಕಿನ ಐತಿಹಾಸಿಕ ಹಾಗೂ ಪ್ರವಾಸಿ ತಾಣಗಳ ಮಹತ್ವದ ಕುರಿತು — [866, 291, 1026, 390]
byline: ಸಂಜೆವಾಣಿ ವಾರ್ತೆ — [20, 143, 96, 158]
photo-tribute — [208, 1396, 680, 1552]
photo-caption-2: ಪ್ರಾಸ್ತಾವಿಕವಾಗಿ ಮಾತನಾಡಿ ಶ್ರೀಮಾದರ ಸೇವಾ ಸಮಿತಿಯ ಕಾರ್ಯಯೋಜನೆಗಳು ಮಂದಿನ ಚಟುವಟಿಕೆಗಳು ಹಾಗೂ ಬಲಿಷ್ಠ ಸಮಾಜ ನಿರ್ಮಿಸಲು ಸೇವಾ ಸಮಿತಿಯ ಪ್ರತಿಯೊಬ್ಬರು ಕಂಕಣ ಬದ್ಧರಾಗಿ ಕೆಲಸ ಮಾಡಬೇಕೆಂದು ಕರೆ ನೀಡಿದರು. ಜೆ.ಎಂ. ವೀರೇಶ ಮಾತನಾಡಿ ಶ್ರೀಮದ ಸ್ಥಾಪನೆಯನ್ನೆಲ್ಲ ಪ್ರಸ್ತುತ ಶ್ರೀಮದರ ಸೇವಾ ಕಾರ್ಯಗಳು ಸೇವಾ ಸಮಿತಿಯ ಸ್ಥಾಪನೆಯ — [435, 387, 640, 496]
article-text-col1: ಸಂಜೆವಾಣಿ ವಾರ್ತೆ ಲಿಂಗಸುಗೂರು:ಜ.18-ಅಖಿಲ ಭಾರತ ವೀರಶೈವ ಮಹಾಸಭಾದ ಮಾಜಿ ಅಧ್ಯಕ್ಷ, ಶತಾಯುಷಿ, ಮಾಜಿ ಸಚಿವ ಭೀಮಣ್ಣ ಖಂಡ್ರೆ ಅವರು ರಜಾಕಾರರ ವಿರುದ್ಧ ಹೋರಾಡಿದ್ದ ಧೀಮಂತ ನಾಯಕರಾಗಿದ್ದರು ಎಂದು ಮಹಾಸಭಾ ತಾಲೂಕು ಅಧ್ಯಕ್ಷ ಶರಣಪ್ಪ ಮೇಟಿ ಹೇಳಿದರು. ಪಟ್ಟಣದ ಮಹಾಸಭಾ ಕಚೇರಿಯಲ್ಲಿ ಹಮ್ಮಿಕೊಂಡಿದ್ದ ಭೀಮಣ್ಣ ಖಂಡ್ರೆ ಅವರ ಭಾವಚಿತ್ರಕ್ಕೆ ಪುಷ್ಪನಮನ ಸಲ್ಲಿಸಿ ಶ್ರದ್ಧಾಂಜಲಿ ಸಲ್ಲಿಸಿ ಮಾತನಾಡಿದ ಅವರು, ಭೀಮಣ್ಣ ಖಂಡ್ರೆ ಅವರು ಹೈದ್ರಾಬಾದ್ ಸಂಸ್ಥಾನದ ರಜಾ- — [20, 1397, 200, 1584]
headline-1: ತಾಲ್ಲೂಕು ಸ.ನೌ. ಸಂಘದ 2024-25ನೇ ಸಾಲಿನ ವಾರ್ಷಿಕ ಮಹಾಸಭೆ-ಪ್ರಶಸ್ತಿ ಪ್ರದಾನ — [20, 1690, 1360, 1734]
cmyk-marks: C M Y K — [4, 411, 14, 461]
memorandum-photo-icon — [731, 599, 1171, 769]
paper-title: ಸಂಜೆವಾಣಿ — [540, 12, 684, 59]
